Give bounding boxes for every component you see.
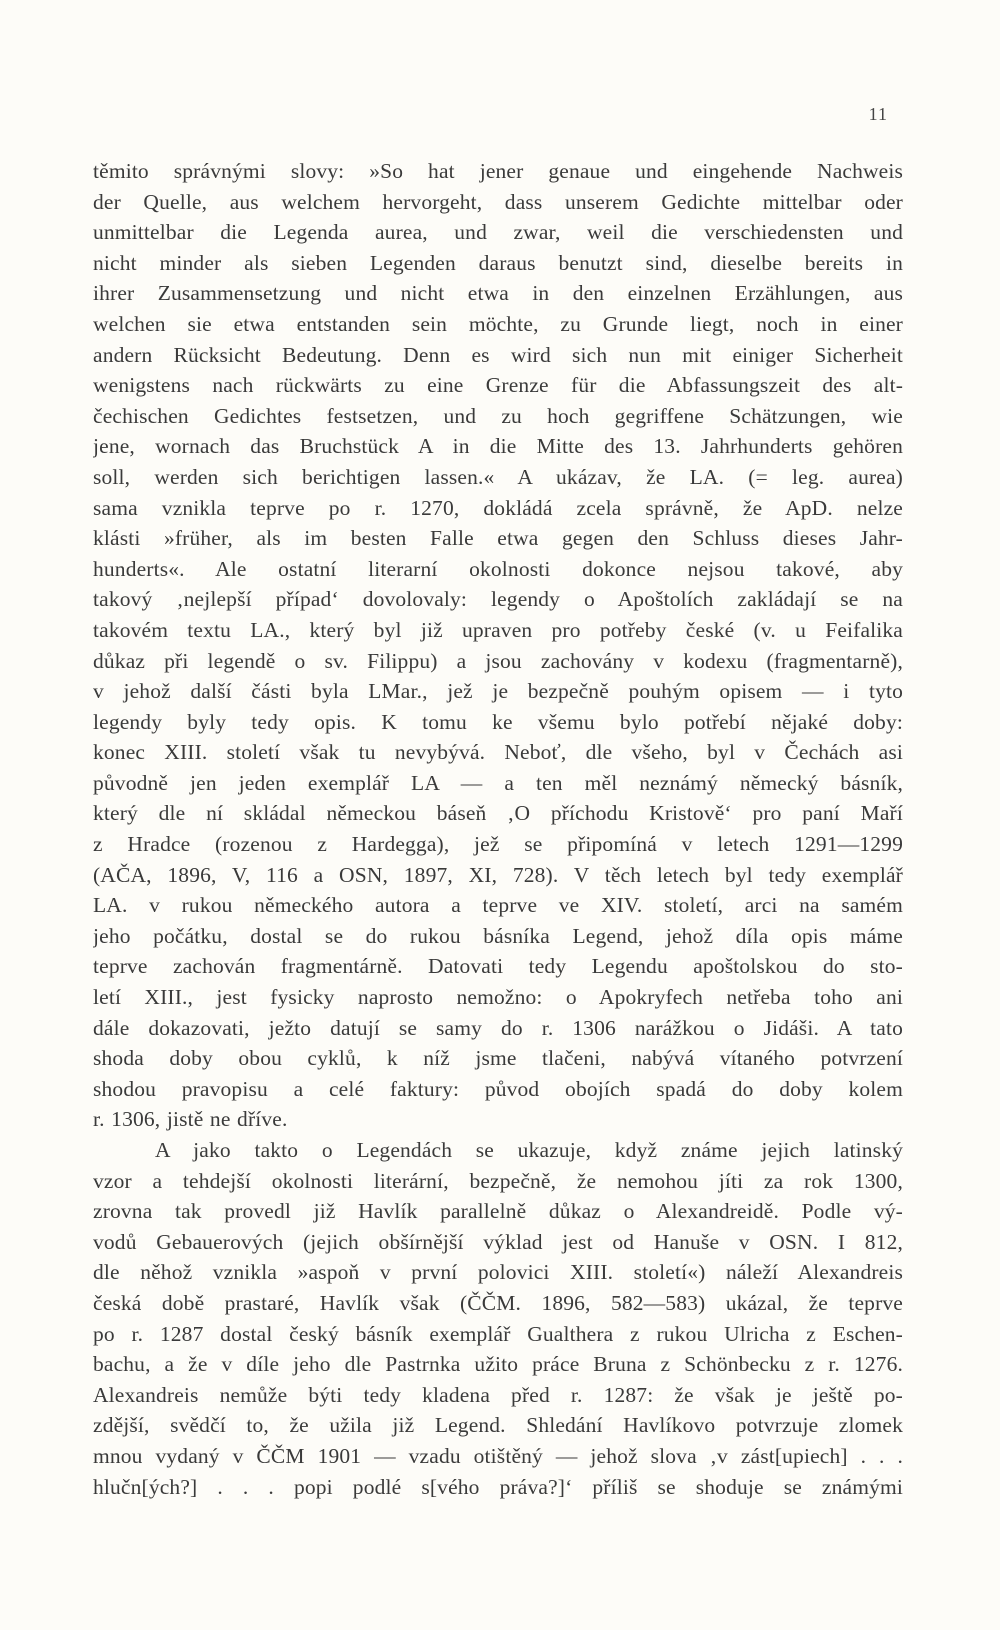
text-line: LA. v rukou německého autora a teprve ve XIV. století, arci na samém [93, 893, 903, 918]
text-line: původně jen jeden exemplář LA — a ten měl neznámý německý básník, [93, 770, 903, 795]
text-line: těmito správnými slovy: »So hat jener genaue und eingehende Nachweis [93, 159, 903, 183]
text-line: vzor a tehdejší okolnosti literární, bezpečně, že nemohou jíti za rok 1300, [93, 1168, 903, 1193]
text-line: A jako takto o Legendách se ukazuje, když známe jejich latinský [155, 1138, 903, 1162]
text-line: čechischen Gedichtes festsetzen, und zu hoch gegriffene Schätzungen, wie [93, 403, 903, 428]
text-line: letí XIII., jest fysicky naprosto nemožno: o Apokryfech netřeba toho ani [93, 985, 903, 1010]
text-line: unmittelbar die Legenda aurea, und zwar, weil die verschiedensten und [93, 220, 903, 245]
text-line: klásti »früher, als im besten Falle etwa gegen den Schluss dieses Jahr- [93, 526, 903, 551]
text-line: konec XIII. století však tu nevybývá. Neboť, dle všeho, byl v Čechách asi [93, 740, 903, 765]
text-line: v jehož další části byla LMar., jež je bezpečně pouhým opisem — i tyto [93, 679, 903, 704]
text-line: takový ‚nejlepší případ‘ dovolovaly: legendy o Apoštolích zakládají se na [93, 587, 903, 612]
body-text [93, 156, 903, 1502]
text-line: (AČA, 1896, V, 116 a OSN, 1897, XI, 728). V těch letech byl tedy exemplář [93, 862, 903, 887]
text-line: shoda doby obou cyklů, k níž jsme tlačeni, nabývá vítaného potvrzení [93, 1046, 903, 1071]
text-line: takovém textu LA., který byl již upraven pro potřeby české (v. u Feifalika [93, 617, 903, 642]
text-line: jeho počátku, dostal se do rukou básníka Legend, jehož díla opis máme [93, 923, 903, 948]
text-line: r. 1306, jistě ne dříve. [93, 1107, 288, 1132]
text-line: hlučn[ých?] . . . popi podlé s[vého práva?]‘ příliš se shoduje se známými [93, 1474, 903, 1499]
text-line: andern Rücksicht Bedeutung. Denn es wird sich nun mit einiger Sicherheit [93, 342, 903, 367]
text-line: ihrer Zusammensetzung und nicht etwa in den einzelnen Erzählungen, aus [93, 281, 903, 306]
text-line: který dle ní skládal německou báseň ‚O příchodu Kristově‘ pro paní Maří [93, 801, 903, 826]
text-line: legendy byly tedy opis. K tomu ke všemu bylo potřebí nějaké doby: [93, 709, 903, 734]
text-line: der Quelle, aus welchem hervorgeht, dass unserem Gedichte mittelbar oder [93, 189, 903, 214]
text-line: teprve zachován fragmentárně. Datovati tedy Legendu apoštolskou do sto- [93, 954, 903, 979]
text-line: důkaz při legendě o sv. Filippu) a jsou zachovány v kodexu (fragmentarně), [93, 648, 903, 673]
text-line: Alexandreis nemůže býti tedy kladena před r. 1287: že však je ještě po- [93, 1382, 903, 1407]
text-line: welchen sie etwa entstanden sein möchte, zu Grunde liegt, noch in einer [93, 311, 903, 336]
text-line: hunderts«. Ale ostatní literarní okolnosti dokonce nejsou takové, aby [93, 556, 903, 581]
text-line: sama vznikla teprve po r. 1270, dokládá zcela správně, že ApD. nelze [93, 495, 903, 520]
text-line: dle něhož vznikla »aspoň v první polovici XIII. století«) náleží Alexandreis [93, 1260, 903, 1285]
text-line: soll, werden sich berichtigen lassen.« A ukázav, že LA. (= leg. aurea) [93, 464, 903, 489]
page-number: 11 [868, 104, 888, 124]
text-line: shodou pravopisu a celé faktury: původ obojích spadá do doby kolem [93, 1076, 903, 1101]
text-line: česká době prastaré, Havlík však (ČČM. 1896, 582—583) ukázal, že teprve [93, 1290, 903, 1315]
text-line: wenigstens nach rückwärts zu eine Grenze für die Abfassungszeit des alt- [93, 373, 903, 398]
text-line: nicht minder als sieben Legenden daraus benutzt sind, dieselbe bereits in [93, 250, 903, 275]
text-line: zdější, svědčí to, že užila již Legend. Shledání Havlíkovo potvrzuje zlomek [93, 1413, 903, 1438]
text-line: zrovna tak provedl již Havlík parallelně důkaz o Alexandreidě. Podle vý- [93, 1199, 903, 1224]
text-line: po r. 1287 dostal český básník exemplář Gualthera z rukou Ulricha z Eschen- [93, 1321, 903, 1346]
text-line: dále dokazovati, ježto datují se samy do r. 1306 narážkou o Jidáši. A tato [93, 1015, 903, 1040]
text-line: mnou vydaný v ČČM 1901 — vzadu otištěný — jehož slova ‚v zást[upiech] . . . [93, 1443, 903, 1468]
text-line: z Hradce (rozenou z Hardegga), jež se připomíná v letech 1291—1299 [93, 832, 903, 857]
text-line: jene, wornach das Bruchstück A in die Mitte des 13. Jahrhunderts gehören [93, 434, 903, 459]
text-line: bachu, a že v díle jeho dle Pastrnka užito práce Bruna z Schönbecku z r. 1276. [93, 1352, 903, 1377]
text-line: vodů Gebauerových (jejich obšírnější výklad jest od Hanuše v OSN. I 812, [93, 1229, 903, 1254]
